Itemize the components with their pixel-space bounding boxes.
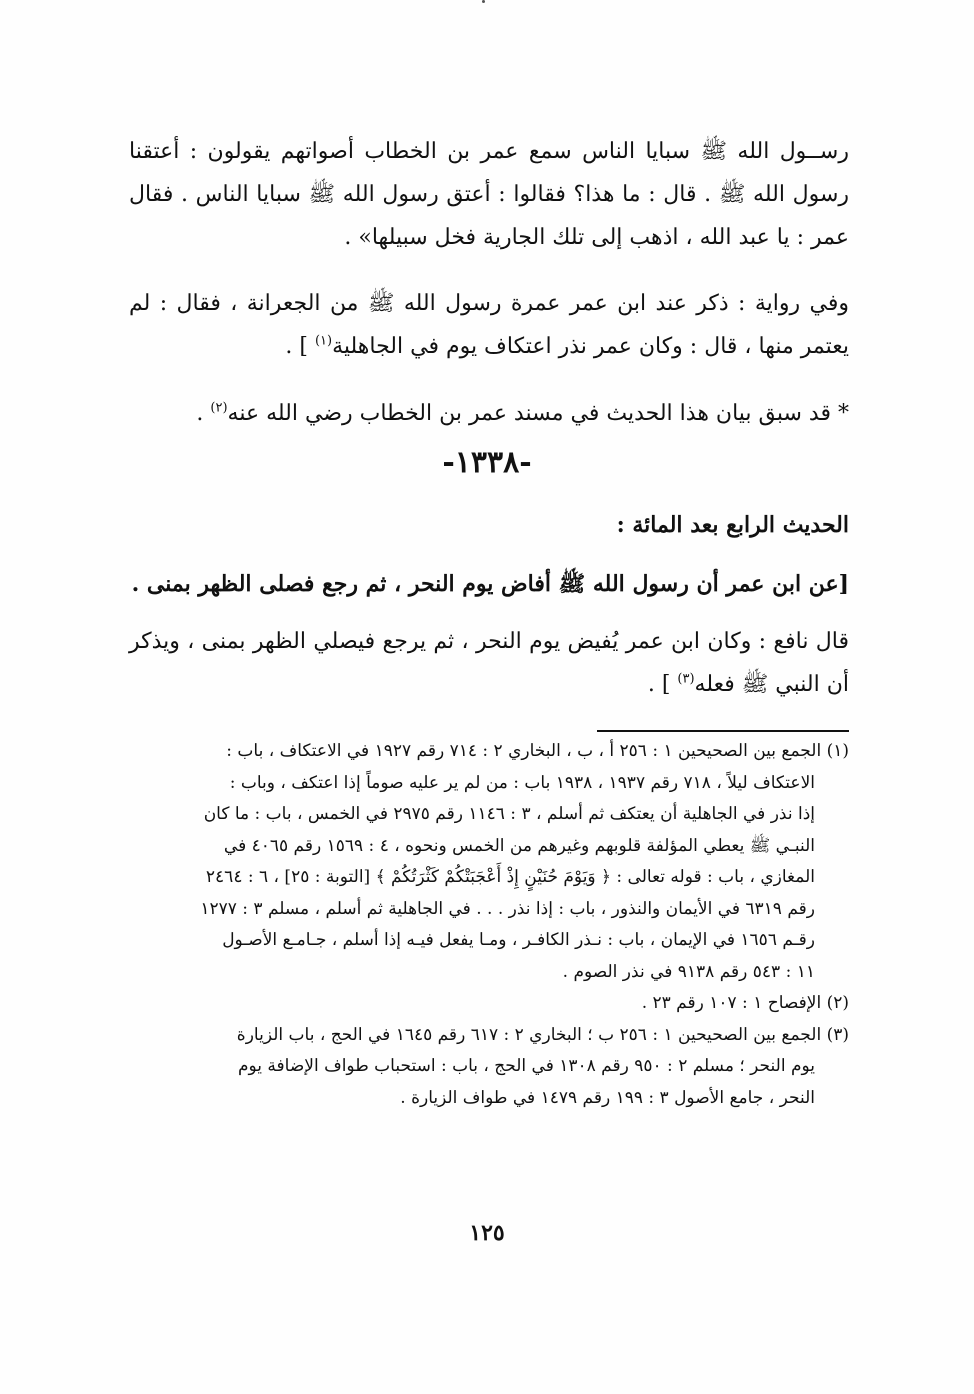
footnote-1-line: الاعتكاف ليلاً ، ٧١٨ رقم ١٩٣٧ ، ١٩٣٨ باب : من لم ير عليه صوماً إذا اعتكف ، وباب : <box>229 772 815 793</box>
footnote-1-line: (١) الجمع بين الصحيحين ١ : ٢٥٦ أ ، ب ، البخاري ٢ : ٧١٤ رقم ١٩٢٧ في الاعتكاف ، باب : <box>226 741 849 761</box>
paragraph-riwaya <box>129 282 849 368</box>
footnote-2-line: (٢) الإفصاح ١ : ١٠٧ رقم ٢٣ . <box>641 993 849 1013</box>
paragraph-1-text: رســول الله ﷺ سبايا الناس سمع عمر بن الخطاب أصواتهم يقولون : أعتقنا رسول الله ﷺ . قال : ما هذا؟ فقالوا : أعتق رسول الله ﷺ سبايا الناس . فقال عمر : يا عبد الله ، اذهب إلى تلك الجارية فخل سبيلها» . <box>129 139 849 250</box>
paragraph-2-end: ] . <box>285 334 315 359</box>
paragraph-3 <box>129 392 849 435</box>
footnote-1-line: ١١ : ٥٤٣ رقم ٩١٣٨ في نذر الصوم . <box>562 961 815 982</box>
paragraph-4-end: ] . <box>647 672 678 697</box>
paragraph-3-end: . <box>196 401 211 426</box>
footnotes <box>129 736 849 1114</box>
footnote-1-line: رقـم ١٦٥٦ في الإيمان ، باب : نـذر الكافـر ، ومـا يفعل فيـه إذا أسلم ، جـامـع الأصـول <box>222 930 815 950</box>
footnote-3-line: النحر ، جامع الأصول ٣ : ١٩٩ رقم ١٤٧٩ في طواف الزيارة . <box>400 1087 815 1108</box>
paragraph-3-text: * قد سبق بيان هذا الحديث في مسند عمر بن الخطاب رضي الله عنه <box>227 401 849 426</box>
paragraph-2-text: وفي رواية : ذكر عند ابن عمر عمرة رسول الله ﷺ من الجعرانة ، فقال : لم يعتمر منها ، قال : وكان عمر نذر اعتكاف يوم في الجاهلية <box>129 291 849 359</box>
footnote-3-line: (٣) الجمع بين الصحيحين ١ : ٢٥٦ ب ؛ البخاري ٢ : ٦١٧ رقم ١٦٤٥ في الحج ، باب الزيارة <box>236 1024 849 1045</box>
footnote-divider <box>597 730 849 732</box>
hadith-text: [عن ابن عمر أن رسول الله ﷺ أفاض يوم النحر ، ثم رجع فصلى الظهر بمنى . <box>131 571 849 597</box>
hadith-number: -١٣٣٨- <box>442 445 532 480</box>
paragraph-2 <box>129 282 849 368</box>
section-heading: الحديث الرابع بعد المائة : <box>616 512 849 538</box>
footnote-1-line: المغازي ، باب : قوله تعالى : ﴿ وَيَوْمَ حُنَيْنٍ إِذْ أَعْجَبَتْكُمْ كَثْرَتُكُمْ ﴾ [التوبة : ٢٥] ، ٦ : ٢٤٦٤ <box>205 867 815 887</box>
page-top-mark <box>482 0 485 3</box>
paragraph-note <box>129 392 849 435</box>
footnote-2 <box>129 988 849 1020</box>
paragraph-4 <box>129 620 849 706</box>
footnote-ref-2: (٢) <box>210 400 228 416</box>
paragraph-nafi <box>129 620 849 706</box>
footnote-3-line: يوم النحر ؛ مسلم ٢ : ٩٥٠ رقم ١٣٠٨ في الحج ، باب : استحباب طواف الإضافة يوم <box>237 1056 815 1076</box>
footnote-ref-3: (٣) <box>677 671 695 687</box>
footnote-1-line: رقم ٦٣١٩ في الأيمان والنذور ، باب : إذا نذر . . . في الجاهلية ثم أسلم ، مسلم ٣ : ١٢٧٧ <box>200 898 815 919</box>
footnote-3 <box>129 1020 849 1115</box>
footnote-ref-1: (١) <box>314 333 333 349</box>
footnote-1-line: إذا نذر في الجاهلية أن يعتكف ثم أسلم ، ٣ : ١١٤٦ رقم ٢٩٧٥ في الخمس ، باب : ما كان <box>203 804 815 824</box>
paragraph-continuation <box>129 130 849 259</box>
page-number: ١٢٥ <box>469 1220 505 1246</box>
footnote-1-line: النبـي ﷺ يعطي المؤلفة قلوبهم وغيرهم من الخمس ونحوه ، ٤ : ١٥٦٩ رقم ٤٠٦٥ في <box>223 835 815 856</box>
paragraph-4-text: قال نافع : وكان ابن عمر يُفيض يوم النحر ، ثم يرجع فيصلي الظهر بمنى ، ويذكر أن النبي ﷺ فعله <box>129 629 849 697</box>
footnote-1 <box>129 736 849 988</box>
